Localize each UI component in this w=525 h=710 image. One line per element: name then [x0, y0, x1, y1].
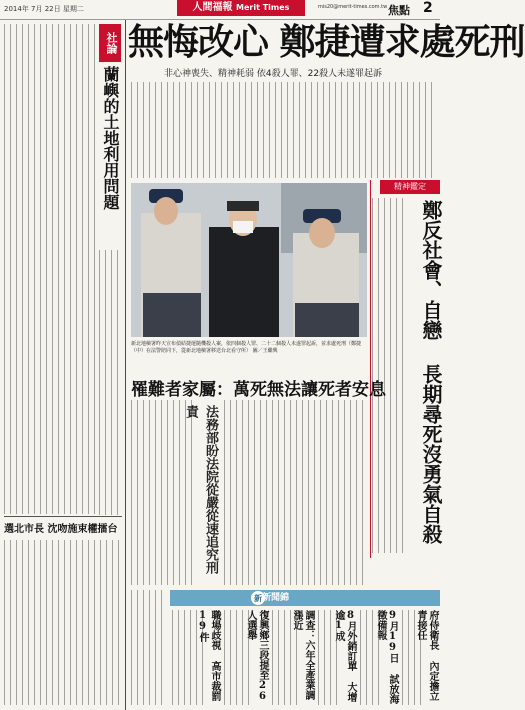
page-number: 2	[423, 0, 433, 16]
news-brief-5: 復興鄉三段提至26 人選舉	[245, 610, 268, 702]
secondary-body-right	[224, 400, 366, 585]
news-brief-2: 9月19日 試放海徵備報	[375, 610, 398, 704]
bottom-left-headline: 選北市長 沈吻施束權擂台	[4, 524, 118, 535]
issue-date: 2014年 7月 22日 星期二	[4, 5, 84, 13]
masthead-en: Merit Times	[236, 3, 290, 12]
news-brief-4-body	[272, 610, 298, 705]
news-brief-3: 8月外銷訂單 大增逾1成	[333, 610, 356, 702]
news-briefs-banner	[170, 590, 440, 606]
column-divider	[125, 20, 126, 710]
masthead	[177, 0, 305, 16]
news-brief-6: 職場歧視 高市裁罰19件	[197, 610, 220, 701]
section-name: 焦點	[388, 4, 410, 17]
photo-caption-text: 新北地檢署昨天宣布偵結捷運隨機殺人案，依四個殺人罪、二十二個殺人未遂罪起訴，並求處死刑（鄭捷（中）在法警陪同下，從新北地檢署移送台北看守所）	[131, 341, 362, 354]
secondary-headline: 罹難者家屬：萬死無法讓死者安息	[131, 380, 386, 400]
secondary-body-left	[131, 400, 193, 585]
main-headline: 無悔改心 鄭捷遭求處死刑	[128, 21, 525, 63]
photo-caption	[131, 341, 367, 371]
vertical-subhead: 法務部盼法院從嚴從速追究刑責	[183, 405, 218, 574]
editorial-badge: 社論	[99, 24, 121, 62]
news-icon: 新	[251, 591, 265, 605]
contact-email: mis20@merit-times.com.tw	[318, 4, 388, 10]
news-photo	[131, 183, 367, 337]
bottom-left-rule	[4, 516, 122, 517]
news-brief-6-body	[172, 610, 204, 705]
news-brief-4: 調查：六年全產業調漲近	[291, 610, 314, 700]
lower-body-text	[131, 590, 167, 705]
masthead-cn: 人間福報	[192, 2, 233, 13]
sidebox-divider	[370, 180, 371, 558]
news-brief-3-body	[318, 610, 340, 705]
photo-illustration	[131, 183, 367, 337]
news-brief-1: 府侍衛長 內定擔立青接任	[415, 610, 438, 701]
sidebox-tag: 精神鑑定	[380, 180, 440, 194]
main-subhead: 非心神喪失、精神耗弱 依4殺人罪、22殺人未遂罪起訴	[164, 69, 383, 79]
bottom-left-body	[4, 540, 122, 705]
editorial-body-text-lower	[99, 250, 123, 515]
news-brief-5-body	[224, 610, 252, 705]
sidebox-title: 鄭反社會、自戀 長期尋死沒勇氣自殺	[419, 200, 443, 544]
editorial-body-text	[4, 24, 96, 514]
main-body-text-top	[131, 82, 433, 178]
news-briefs-title: 新聞錦	[262, 593, 290, 603]
news-brief-1-body	[402, 610, 422, 705]
editorial-title: 蘭嶼的土地利用問題	[101, 66, 120, 210]
photo-credit: 圖／王繼興	[252, 348, 278, 354]
news-brief-2-body	[360, 610, 382, 705]
